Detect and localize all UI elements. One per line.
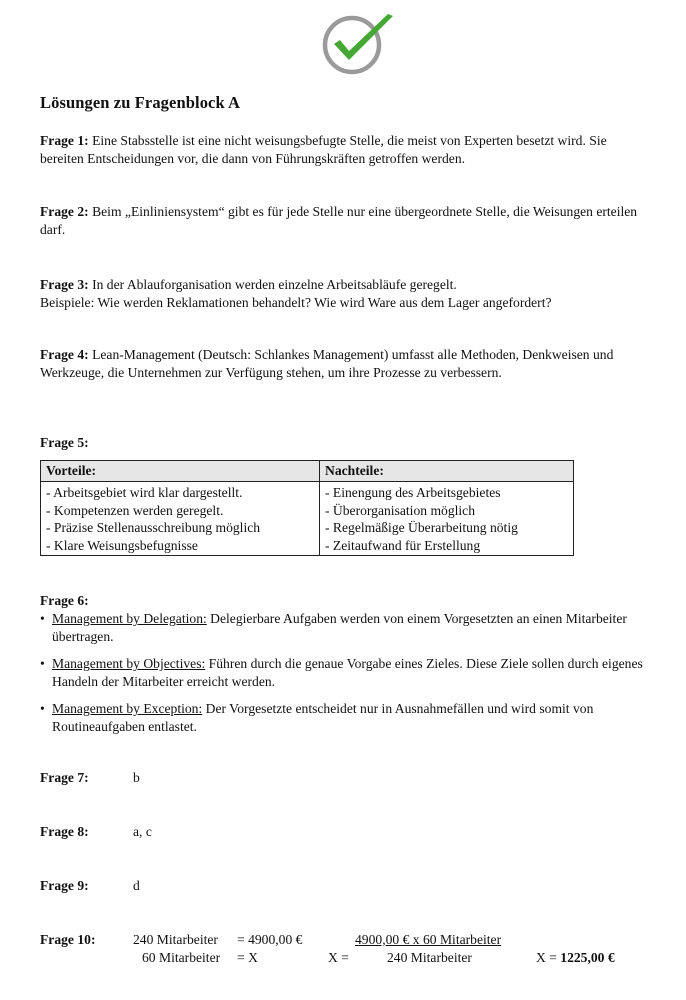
question-9-label: Frage 9: xyxy=(40,878,89,893)
con-item: - Einengung des Arbeitsgebietes xyxy=(325,485,501,500)
pro-item: - Präzise Stellenausschreibung möglich xyxy=(46,520,261,535)
calc-row1-eq: = 4900,00 € xyxy=(237,932,303,947)
list-item xyxy=(40,655,650,691)
question-2-label: Frage 2: xyxy=(40,204,89,219)
question-3-text-line2: Beispiele: Wie werden Reklamationen behandelt? Wie wird Ware aus dem Lager angefordert? xyxy=(40,295,552,310)
pros-cell xyxy=(41,482,320,556)
management-term: Management by Objectives: xyxy=(52,656,206,671)
question-5 xyxy=(40,434,640,452)
pro-item: - Kompetenzen werden geregelt. xyxy=(46,502,224,518)
question-7 xyxy=(40,770,140,786)
question-7-answer: b xyxy=(133,770,140,785)
question-8-answer: a, c xyxy=(133,824,152,839)
question-3-text-line1: In der Ablauforganisation werden einzelne Arbeitsabläufe geregelt. xyxy=(88,277,457,292)
question-9-answer: d xyxy=(133,878,140,893)
con-item: - Regelmäßige Überarbeitung nötig xyxy=(325,520,518,535)
question-6-label: Frage 6: xyxy=(40,593,89,608)
management-term: Management by Delegation: xyxy=(52,611,207,626)
question-1-text: Eine Stabsstelle ist eine nicht weisungsbefugte Stelle, die meist von Experten besetzt wird. Sie bereiten Entscheidungen vor, die dann von Führungskräften getroffen werden. xyxy=(40,133,607,166)
question-7-label: Frage 7: xyxy=(40,770,89,785)
con-item: - Zeitaufwand für Erstellung xyxy=(325,537,481,553)
calc-row2-eq: = X xyxy=(237,950,258,965)
page-title: Lösungen zu Fragenblock A xyxy=(40,93,241,112)
question-5-label: Frage 5: xyxy=(40,435,89,450)
bullet-icon: • xyxy=(40,656,45,671)
question-6 xyxy=(40,592,650,745)
management-text: Der Vorgesetzte entscheidet nur in Ausnahmefällen und wird somit von Routineaufgaben entlastet. xyxy=(52,701,594,734)
question-1 xyxy=(40,132,640,168)
calc-x-eq: X = xyxy=(328,950,349,965)
question-2-text: Beim „Einliniensystem“ gibt es für jede Stelle nur eine übergeordnete Stelle, die Weisungen erteilen darf. xyxy=(40,204,638,237)
pros-cons-table xyxy=(40,460,574,556)
checkmark-icon xyxy=(320,12,396,76)
management-term: Management by Exception: xyxy=(52,701,203,716)
cons-cell xyxy=(320,482,574,556)
question-1-label: Frage 1: xyxy=(40,133,89,148)
question-2 xyxy=(40,203,640,239)
calc-result-prefix: X = xyxy=(536,950,561,965)
bullet-icon: • xyxy=(40,611,45,626)
calc-numerator: 4900,00 € x 60 Mitarbeiter xyxy=(355,932,502,947)
calc-row2-left: 60 Mitarbeiter xyxy=(142,950,221,965)
question-10-label: Frage 10: xyxy=(40,932,96,947)
calc-result-value: 1225,00 € xyxy=(560,950,615,965)
question-4-label: Frage 4: xyxy=(40,347,89,362)
list-item xyxy=(40,610,650,646)
question-4 xyxy=(40,346,640,382)
bullet-icon: • xyxy=(40,701,45,716)
pro-item: - Klare Weisungsbefugnisse xyxy=(46,537,198,553)
question-8 xyxy=(40,824,152,840)
question-8-label: Frage 8: xyxy=(40,824,89,839)
con-item: - Überorganisation möglich xyxy=(325,502,476,518)
pro-item: - Arbeitsgebiet wird klar dargestellt. xyxy=(46,485,243,500)
management-text: Führen durch die genaue Vorgabe eines Zieles. Diese Ziele sollen durch eigenes Handeln der Mitarbeiter erreicht werden. xyxy=(52,656,643,689)
list-item xyxy=(40,700,650,736)
calc-result xyxy=(536,950,615,966)
question-4-text: Lean-Management (Deutsch: Schlankes Management) umfasst alle Methoden, Denkweisen und Werkzeuge, die Unternehmen zur Verfügung stehen, um ihre Prozesse zu verbessern. xyxy=(40,347,614,380)
management-text: Delegierbare Aufgaben werden von einem Vorgesetzten an einen Mitarbeiter übertragen. xyxy=(52,611,627,644)
question-9 xyxy=(40,878,140,894)
calc-row1-left: 240 Mitarbeiter xyxy=(133,932,218,947)
calc-denominator: 240 Mitarbeiter xyxy=(387,950,472,965)
question-3 xyxy=(40,276,640,312)
pros-header: Vorteile: xyxy=(41,461,320,482)
cons-header: Nachteile: xyxy=(320,461,574,482)
management-list xyxy=(40,610,650,736)
question-3-label: Frage 3: xyxy=(40,277,89,292)
